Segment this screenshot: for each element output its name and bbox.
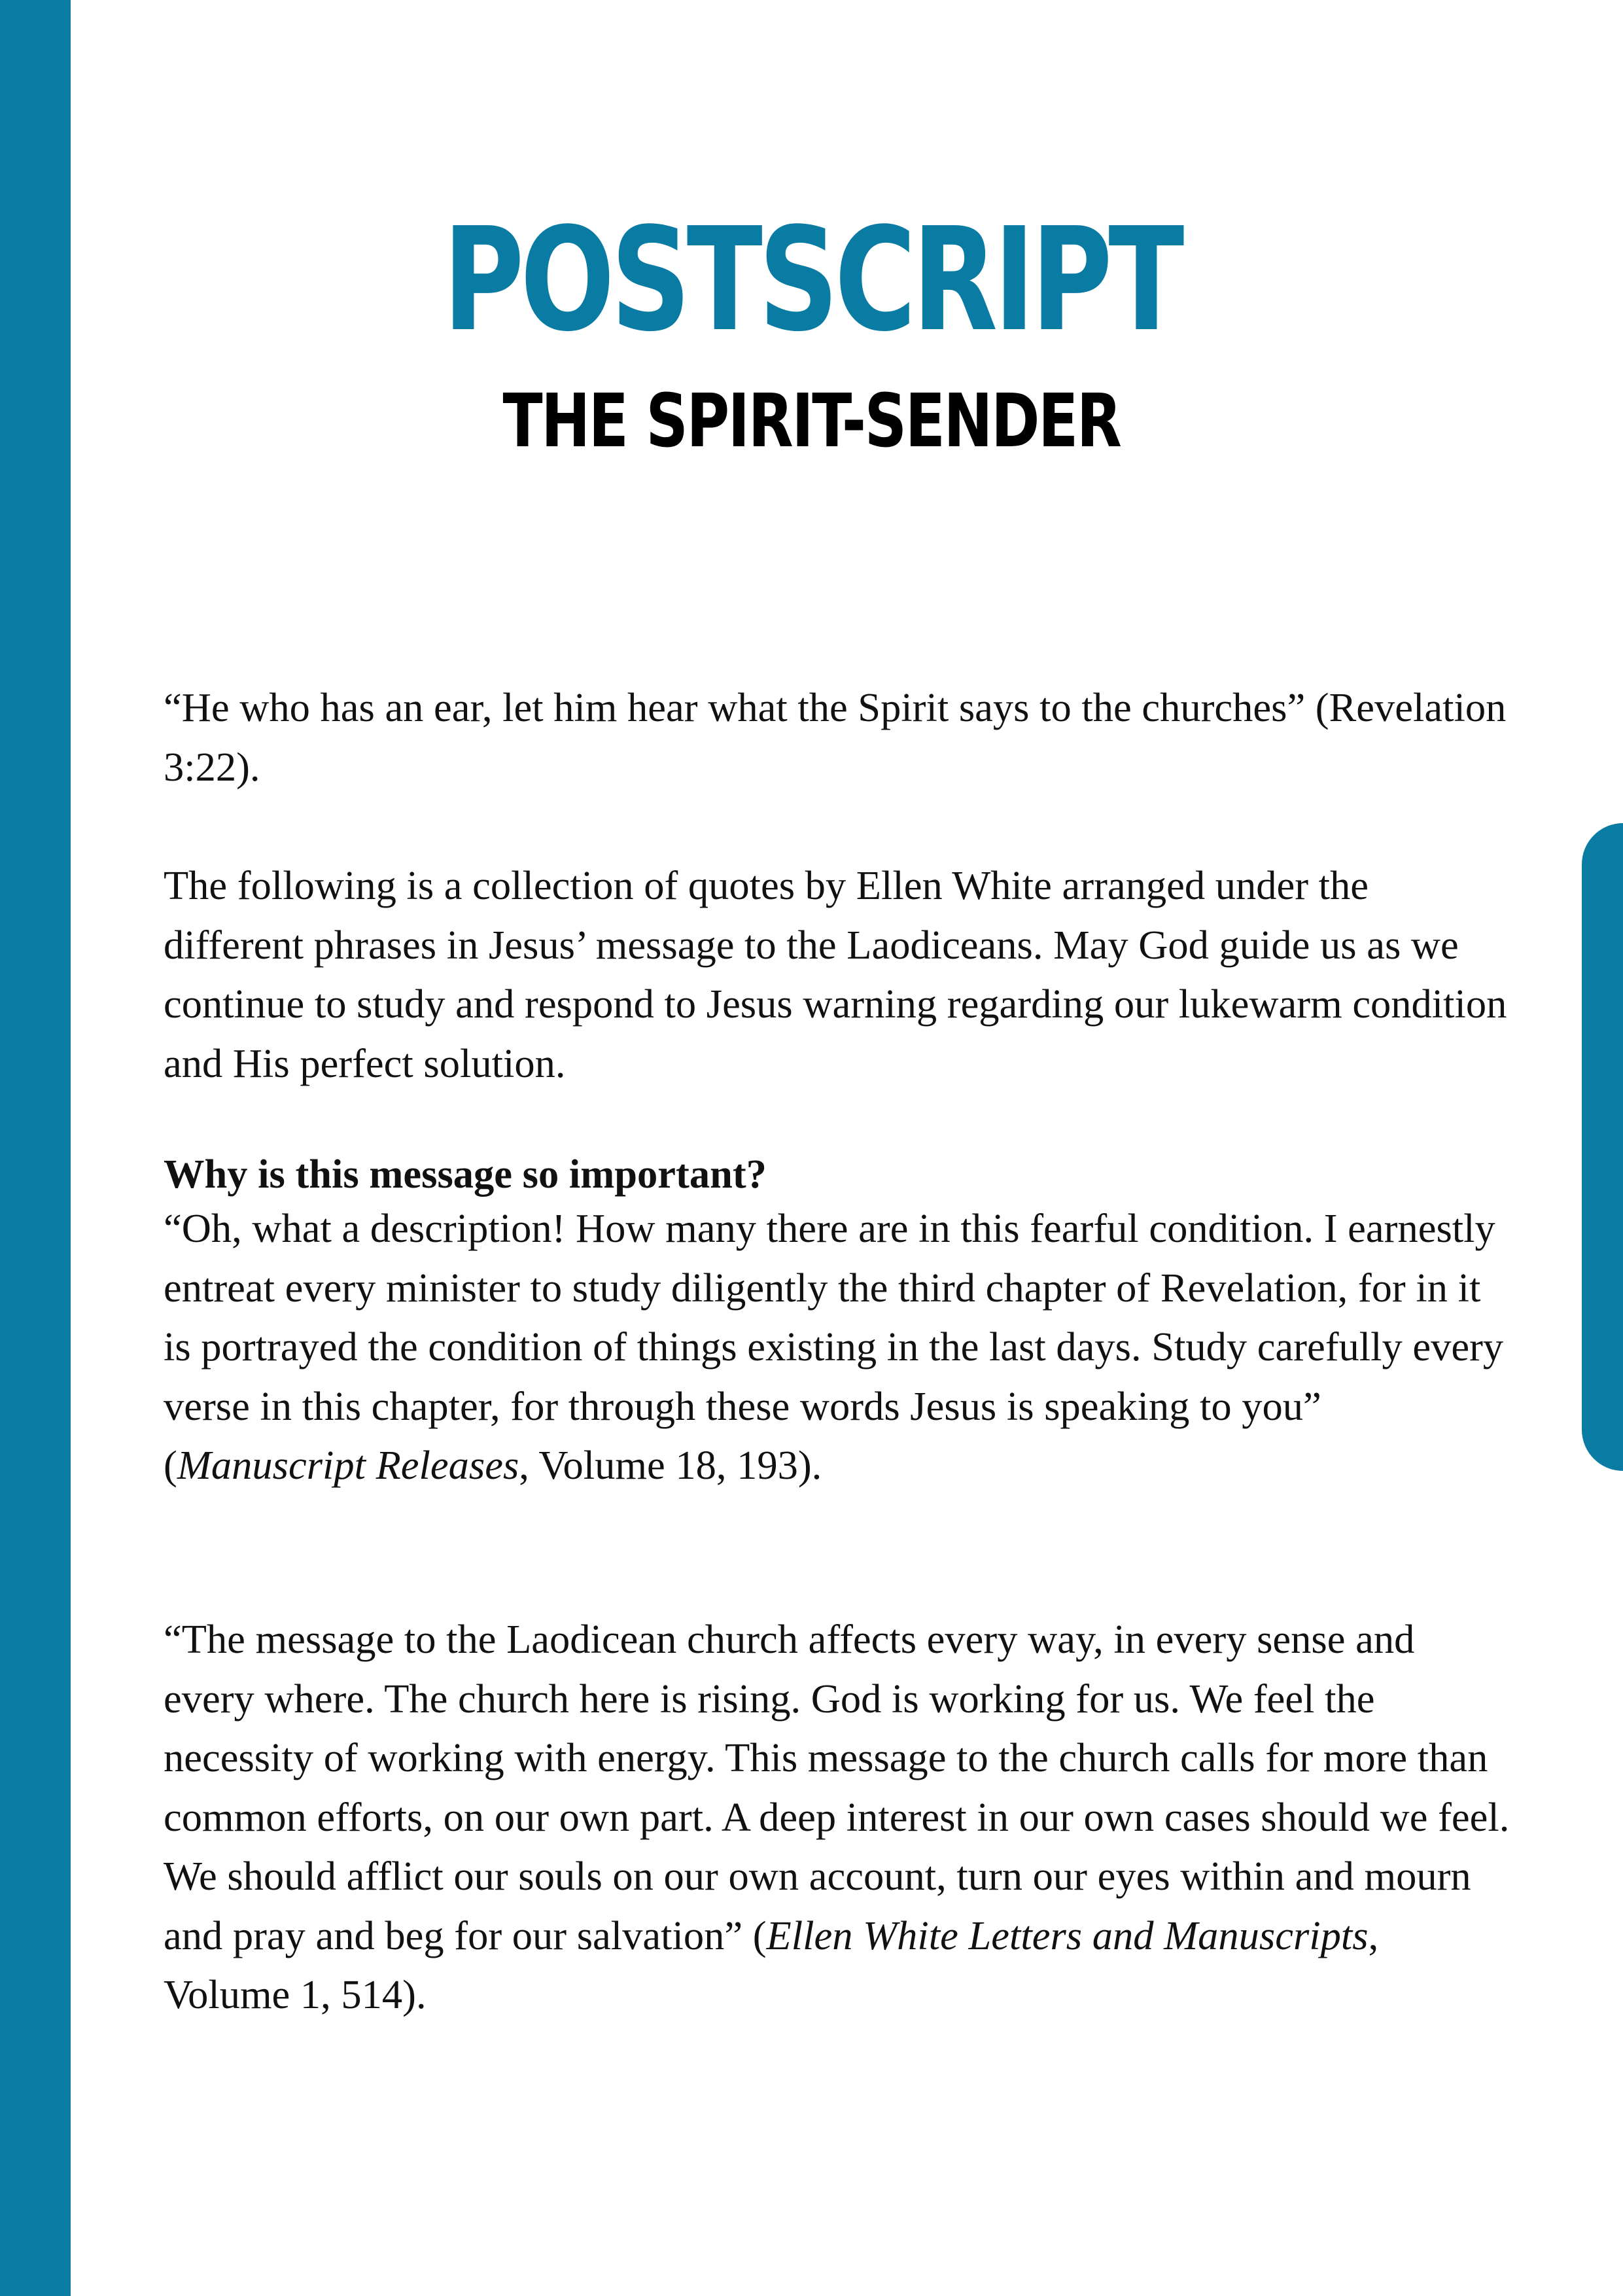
quote-2-source: Ellen White Letters and Manuscripts (766, 1912, 1369, 1958)
intro-paragraph-text: The following is a collection of quotes by Ellen White arranged under the different phrases in Jesus’ message to the Laodiceans. May God guide us as we continue to study and respond to Jesus warning regarding our lukewarm condition and His perfect solution. (164, 862, 1507, 1086)
quote-1 (164, 1199, 1511, 1495)
quote-1-text: “Oh, what a description! How many there are in this fearful condition. I earnestly entreat every minister to study diligently the third chapter of Revelation, for in it is portrayed the condition of things existing in the last days. Study carefully every verse in this chapter, for through these words Jesus is speaking to you” ( (164, 1205, 1504, 1488)
page-subtitle: THE SPIRIT-SENDER (502, 379, 1121, 464)
quote-section-1 (164, 1149, 1511, 1495)
quote-2-text: “The message to the Laodicean church affects every way, in every sense and every where. The church here is rising. God is working for us. We feel the necessity of working with energy. This message to the church calls for more than common efforts, on our own part. A deep interest in our own cases should we feel. We should afflict our souls on our own account, turn our eyes within and mourn and pray and beg for our salvation” ( (164, 1616, 1510, 1958)
quote-2 (164, 1610, 1511, 2024)
right-page-tab (1582, 823, 1623, 1471)
quote-section-2 (164, 1610, 1511, 2024)
quote-1-reference: , Volume 18, 193). (519, 1442, 822, 1488)
page-title: POSTSCRIPT (442, 198, 1181, 363)
quote-1-source: Manuscript Releases (177, 1442, 519, 1488)
intro-paragraph (164, 856, 1511, 1093)
scripture-quote-text: “He who has an ear, let him hear what the Spirit says to the churches” (Revelation 3:22). (164, 684, 1507, 790)
quote-2-reference: , Volume 1, 514). (164, 1912, 1379, 2017)
scripture-quote (164, 678, 1511, 796)
left-accent-bar (0, 0, 71, 2296)
section-heading: Why is this message so important? (164, 1151, 767, 1197)
